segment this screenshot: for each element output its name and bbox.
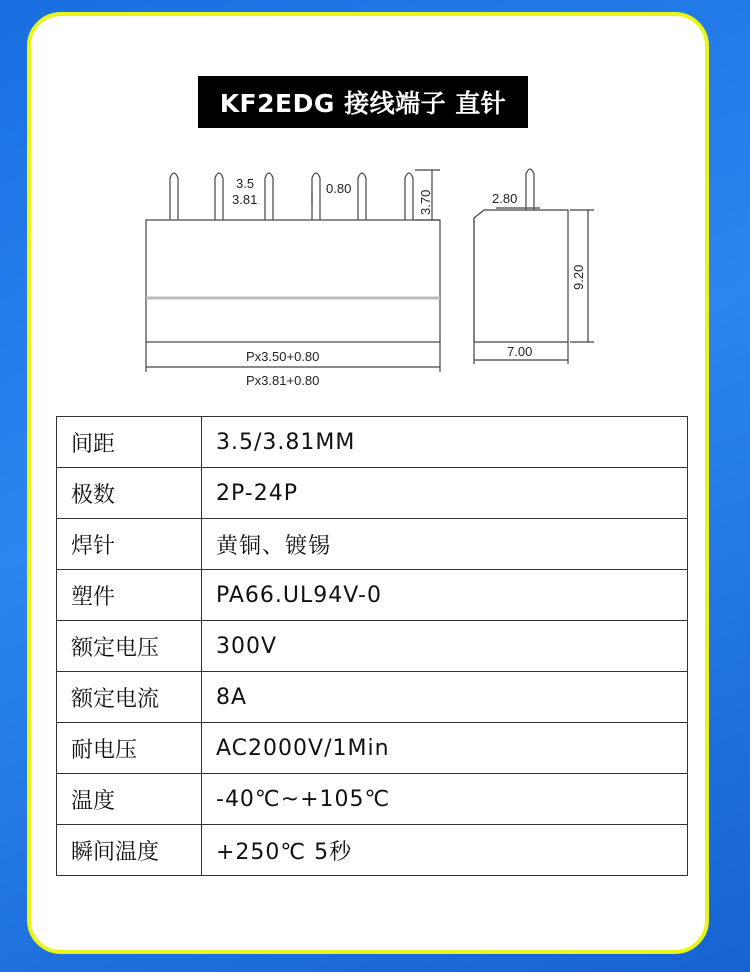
table-row: [57, 825, 688, 876]
dim-pin-height: 3.70: [418, 189, 433, 215]
spec-label: 额定电压: [57, 621, 202, 672]
spec-value: +250℃ 5秒: [202, 825, 688, 876]
technical-drawing: [0, 0, 750, 400]
spec-value: 8A: [202, 672, 688, 723]
spec-label: 耐电压: [57, 723, 202, 774]
table-row: [57, 417, 688, 468]
front-body-outline: [146, 220, 440, 342]
spec-label: 瞬间温度: [57, 825, 202, 876]
spec-value: 3.5/3.81MM: [202, 417, 688, 468]
spec-value: 黄铜、镀锡: [202, 519, 688, 570]
spec-label: 间距: [57, 417, 202, 468]
spec-value: -40℃~+105℃: [202, 774, 688, 825]
dim-height: 9.20: [571, 264, 586, 290]
side-body-outline: [474, 210, 568, 342]
spec-value: 300V: [202, 621, 688, 672]
dim-pin-width: 0.80: [326, 181, 352, 196]
spec-table: [56, 416, 688, 876]
dim-pitch-b: 3.81: [232, 192, 258, 207]
spec-value: AC2000V/1Min: [202, 723, 688, 774]
product-title: KF2EDG 接线端子 直针: [198, 76, 528, 128]
table-row: [57, 570, 688, 621]
dim-pitch-a: 3.5: [236, 176, 255, 191]
dim-depth: 7.00: [507, 344, 533, 359]
table-row: [57, 468, 688, 519]
spec-value: PA66.UL94V-0: [202, 570, 688, 621]
table-row: [57, 519, 688, 570]
spec-label: 额定电流: [57, 672, 202, 723]
side-pin: [526, 169, 534, 210]
dim-overall-a: Px3.50+0.80: [246, 349, 320, 364]
dim-overall-b: Px3.81+0.80: [246, 373, 320, 388]
table-row: [57, 672, 688, 723]
spec-value: 2P-24P: [202, 468, 688, 519]
spec-label: 焊针: [57, 519, 202, 570]
spec-label: 极数: [57, 468, 202, 519]
spec-label: 塑件: [57, 570, 202, 621]
dim-pin-offset: 2.80: [492, 191, 518, 206]
table-row: [57, 774, 688, 825]
table-row: [57, 621, 688, 672]
table-row: [57, 723, 688, 774]
front-pins: [170, 173, 413, 220]
spec-label: 温度: [57, 774, 202, 825]
